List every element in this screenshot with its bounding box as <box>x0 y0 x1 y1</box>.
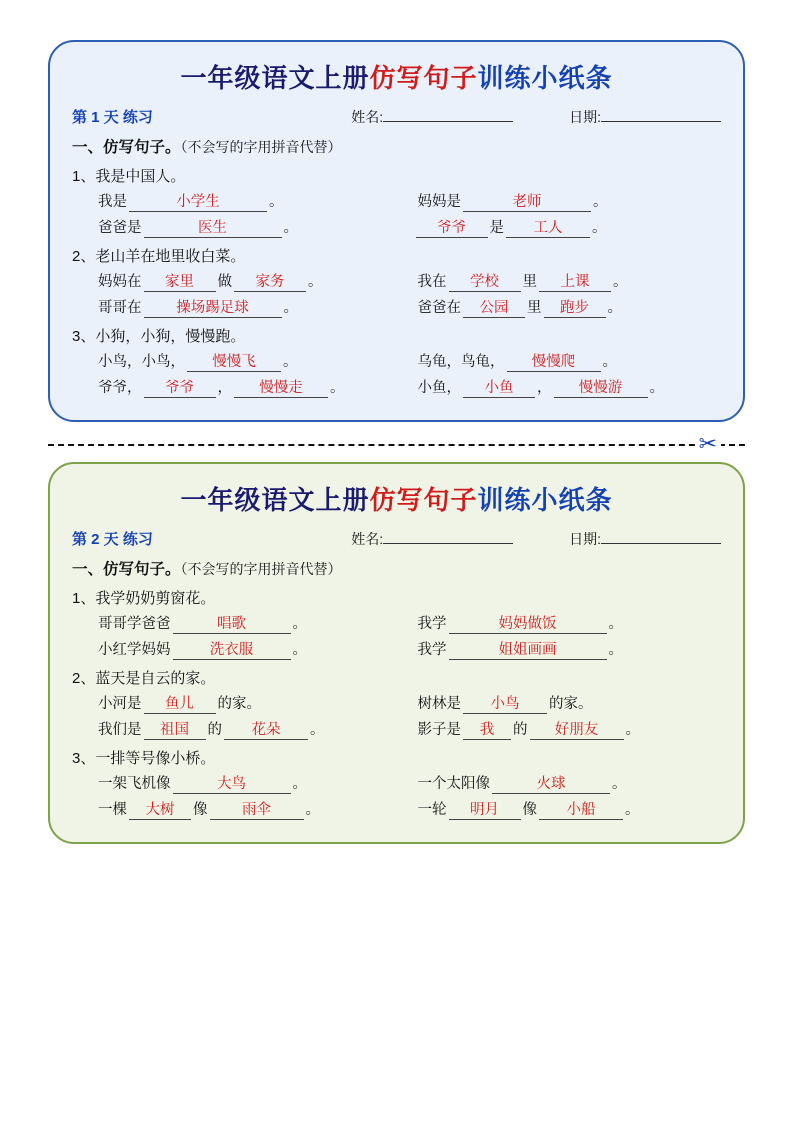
answer-row <box>72 190 721 212</box>
name-label-2: 姓名: <box>351 530 384 547</box>
answer-row <box>72 798 721 820</box>
section-heading-1 <box>72 135 721 157</box>
answer-cell <box>72 376 402 398</box>
answer-cell <box>402 270 722 292</box>
answer-row <box>72 692 721 714</box>
answer-mid: 是 <box>489 219 504 236</box>
title-part-1: 一年级语文上册 <box>180 484 370 515</box>
answer-cell <box>72 216 402 238</box>
answer-prefix: 我在 <box>417 273 447 290</box>
answer-prefix: 一轮 <box>417 801 447 818</box>
answer-blank[interactable]: 姐姐画画 <box>449 642 607 660</box>
section-note-1: （不会写的字用拼音代替） <box>180 138 342 155</box>
title-part-3: 训练小纸条 <box>477 63 613 93</box>
answer-blank[interactable]: 医生 <box>144 220 282 238</box>
answer-suffix: 。 <box>292 641 307 658</box>
answer-prefix: 小鱼， <box>417 379 461 396</box>
scissors-icon: ✂ <box>695 430 721 458</box>
name-input-1[interactable] <box>383 107 513 122</box>
cut-dashes <box>48 444 745 446</box>
section-heading-2 <box>72 557 721 579</box>
date-label-2: 日期: <box>569 530 601 547</box>
answer-prefix: 小红学妈妈 <box>98 641 171 658</box>
day-header-row-1 <box>72 106 721 127</box>
answer-prefix: 哥哥学爸爸 <box>98 615 171 632</box>
answer-blank[interactable]: 祖国 <box>144 722 206 740</box>
answer-suffix: 。 <box>283 353 298 370</box>
answer-mid: 的 <box>207 721 222 738</box>
question-prompt: 3、一排等号像小桥。 <box>72 749 216 767</box>
answer-mid: ， <box>217 379 232 396</box>
title-part-1: 一年级语文上册 <box>180 63 370 93</box>
answer-row <box>72 638 721 660</box>
answer-blank-2[interactable]: 家务 <box>234 274 306 292</box>
answer-cell <box>402 798 722 820</box>
name-label-1: 姓名: <box>351 108 384 125</box>
answer-blank[interactable]: 我 <box>463 722 511 740</box>
answer-cell <box>72 296 402 318</box>
section-note-2: （不会写的字用拼音代替） <box>180 560 342 577</box>
answer-blank[interactable]: 鱼儿 <box>144 696 216 714</box>
answer-suffix: 。 <box>613 273 628 290</box>
answer-prefix: 我学 <box>417 615 447 632</box>
answer-suffix: 。 <box>310 721 325 738</box>
answer-blank-2[interactable]: 雨伞 <box>210 802 304 820</box>
answer-row <box>72 718 721 740</box>
answer-mid: 像 <box>193 801 208 818</box>
answer-mid: 像 <box>522 801 537 818</box>
answer-suffix: 。 <box>593 193 608 210</box>
date-input-2[interactable] <box>601 529 721 544</box>
answer-cell <box>402 296 722 318</box>
answer-cell <box>72 270 402 292</box>
title-part-3: 训练小纸条 <box>477 484 613 515</box>
answer-suffix: 的家。 <box>217 695 261 712</box>
answer-row <box>72 296 721 318</box>
answer-cell <box>72 190 402 212</box>
answer-blank[interactable]: 慢慢飞 <box>187 354 281 372</box>
answer-blank-2[interactable]: 跑步 <box>544 300 606 318</box>
answer-suffix: 。 <box>625 801 640 818</box>
answer-suffix: 。 <box>612 775 627 792</box>
answer-blank[interactable]: 家里 <box>144 274 216 292</box>
answer-blank[interactable]: 慢慢爬 <box>507 354 601 372</box>
answer-suffix: 。 <box>608 641 623 658</box>
answer-blank[interactable]: 学校 <box>449 274 521 292</box>
page-title-day2 <box>72 484 721 518</box>
answer-blank[interactable]: 操场踢足球 <box>144 300 282 318</box>
answer-cell <box>72 692 402 714</box>
answer-blank[interactable]: 明月 <box>449 802 521 820</box>
answer-cell <box>402 772 722 794</box>
title-part-2: 仿写句子 <box>369 484 478 515</box>
answer-cell <box>402 692 722 714</box>
answer-prefix: 一架飞机像 <box>98 775 171 792</box>
answer-cell <box>402 190 722 212</box>
answer-suffix: 。 <box>625 721 640 738</box>
name-input-2[interactable] <box>383 529 513 544</box>
question-prompt: 1、我学奶奶剪窗花。 <box>72 589 216 607</box>
answer-blank[interactable]: 爷爷 <box>144 380 216 398</box>
answer-suffix: 。 <box>269 193 284 210</box>
answer-cell <box>72 350 402 372</box>
answer-suffix: 。 <box>607 299 622 316</box>
question-prompt: 3、小狗，小狗，慢慢跑。 <box>72 327 246 345</box>
answer-mid: 的 <box>513 721 528 738</box>
question-prompt: 2、蓝天是自云的家。 <box>72 669 216 687</box>
answer-mid: 里 <box>522 273 537 290</box>
answer-prefix: 一个太阳像 <box>417 775 490 792</box>
answer-row <box>72 772 721 794</box>
answer-prefix: 哥哥在 <box>98 299 142 316</box>
answer-row <box>72 376 721 398</box>
answer-cell <box>402 638 722 660</box>
answer-suffix: 。 <box>308 273 323 290</box>
answer-prefix: 妈妈是 <box>417 193 461 210</box>
answer-suffix: 。 <box>330 379 345 396</box>
answer-blank[interactable]: 洗衣服 <box>173 642 291 660</box>
answer-row <box>72 270 721 292</box>
answer-blank[interactable]: 大鸟 <box>173 776 291 794</box>
answer-cell <box>402 350 722 372</box>
day-label-2: 第 2 天 练习 <box>72 530 153 548</box>
answer-blank-2[interactable]: 慢慢游 <box>554 380 648 398</box>
answer-prefix: 爷爷， <box>98 379 142 396</box>
answer-suffix: 。 <box>649 379 664 396</box>
answer-prefix: 妈妈在 <box>98 273 142 290</box>
answer-cell <box>402 612 722 634</box>
title-part-2: 仿写句子 <box>369 63 478 93</box>
answer-prefix: 乌龟，鸟龟， <box>417 353 505 370</box>
answer-cell <box>72 772 402 794</box>
answer-cell <box>402 216 722 238</box>
answer-suffix: 。 <box>608 615 623 632</box>
answer-blank[interactable]: 小学生 <box>129 194 267 212</box>
answer-suffix: 。 <box>305 801 320 818</box>
day-label-1: 第 1 天 练习 <box>72 108 153 126</box>
day-header-row-2 <box>72 528 721 549</box>
worksheet-card-day1 <box>48 40 745 422</box>
answer-mid: 里 <box>527 299 542 316</box>
section-title-2: 一、仿写句子。 <box>72 560 181 578</box>
answer-prefix: 我学 <box>417 641 447 658</box>
answer-blank[interactable]: 大树 <box>129 802 191 820</box>
answer-prefix: 爸爸在 <box>417 299 461 316</box>
answer-suffix: 。 <box>283 219 298 236</box>
date-input-1[interactable] <box>601 107 721 122</box>
answer-suffix: 。 <box>283 299 298 316</box>
answer-mid: ， <box>537 379 552 396</box>
answer-blank[interactable]: 公园 <box>463 300 525 318</box>
worksheet-card-day2 <box>48 462 745 844</box>
answer-blank[interactable]: 火球 <box>492 776 610 794</box>
answer-cell <box>72 798 402 820</box>
answer-blank[interactable]: 小鸟 <box>463 696 547 714</box>
answer-prefix: 爸爸是 <box>98 219 142 236</box>
date-label-1: 日期: <box>569 108 601 125</box>
answer-row <box>72 612 721 634</box>
answer-blank[interactable]: 老师 <box>463 194 591 212</box>
answer-blank[interactable]: 小鱼 <box>463 380 535 398</box>
answer-blank[interactable]: 唱歌 <box>173 616 291 634</box>
answer-prefix: 我是 <box>98 193 127 210</box>
answer-cell <box>72 718 402 740</box>
answer-blank-2[interactable]: 好朋友 <box>530 722 624 740</box>
answer-prefix: 影子是 <box>417 721 461 738</box>
answer-prefix: 小鸟，小鸟， <box>98 353 185 370</box>
answer-prefix: 小河是 <box>98 695 142 712</box>
answer-prefix: 树林是 <box>417 695 461 712</box>
answer-blank-2[interactable]: 慢慢走 <box>234 380 328 398</box>
answer-cell <box>402 718 722 740</box>
answer-prefix: 一棵 <box>98 801 127 818</box>
answer-suffix: 。 <box>292 775 307 792</box>
answer-prefix: 我们是 <box>98 721 142 738</box>
answer-blank[interactable]: 爷爷 <box>416 220 488 238</box>
page-title-day1 <box>72 62 721 96</box>
question-prompt: 2、老山羊在地里收白菜。 <box>72 247 246 265</box>
answer-mid: 做 <box>217 273 232 290</box>
answer-suffix: 。 <box>592 219 607 236</box>
answer-blank-2[interactable]: 工人 <box>506 220 590 238</box>
answer-suffix: 。 <box>292 615 307 632</box>
answer-cell <box>402 376 722 398</box>
answer-blank-2[interactable]: 花朵 <box>224 722 308 740</box>
answer-blank[interactable]: 妈妈做饭 <box>449 616 607 634</box>
answer-cell <box>72 612 402 634</box>
answer-row <box>72 350 721 372</box>
section-title-1: 一、仿写句子。 <box>72 138 181 156</box>
question-prompt: 1、我是中国人。 <box>72 167 186 185</box>
answer-row <box>72 216 721 238</box>
answer-blank-2[interactable]: 上课 <box>539 274 611 292</box>
cut-line <box>48 428 745 462</box>
answer-blank-2[interactable]: 小船 <box>539 802 623 820</box>
answer-cell <box>72 638 402 660</box>
answer-suffix: 的家。 <box>549 695 593 712</box>
answer-suffix: 。 <box>602 353 617 370</box>
